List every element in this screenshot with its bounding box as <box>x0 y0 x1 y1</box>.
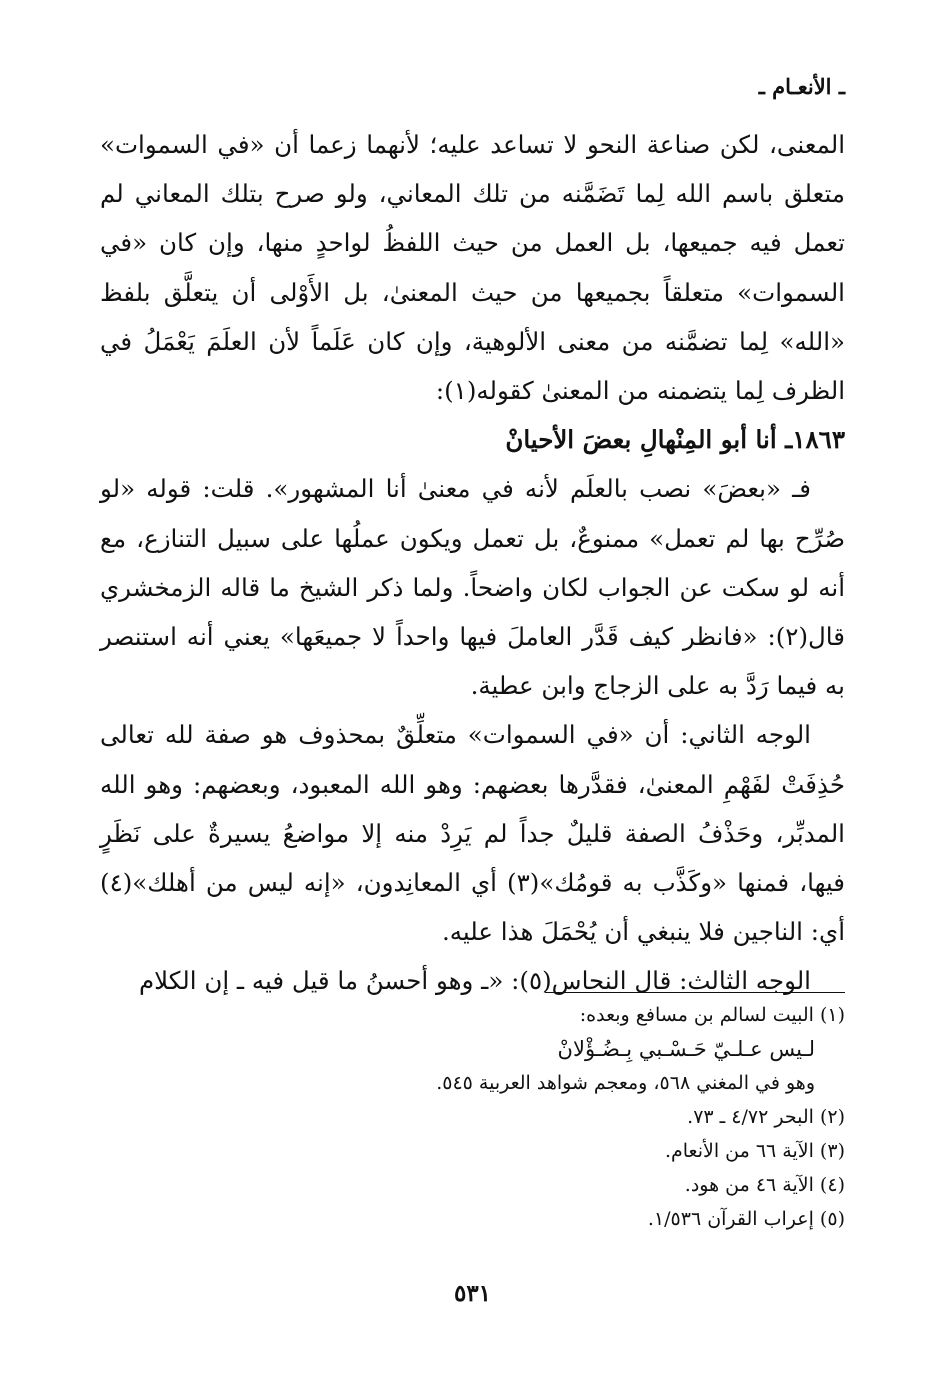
footnote-2: (٢) البحر ٤/٧٢ ـ ٧٣. <box>687 1106 845 1128</box>
main-text <box>100 120 845 1006</box>
paragraph: المعنى، لكن صناعة النحو لا تساعد عليه؛ لأنهما زعما أن «في السموات» متعلق باسم الله لِما تَضَمَّنه من تلك المعاني، ولو صرح بتلك المعاني لم تعمل فيه جميعها، بل العمل من حيث اللفظُ لواحدٍ منها، وإن كان «في السموات» متعلقاً بجميعها من حيث المعنىٰ، بل الأَوْلى أن يتعلَّق بلفظ «الله» لِما تضمَّنه من معنى الألوهية، وإن كان عَلَماً لأن العلَمَ يَعْمَلُ في الظرف لِما يتضمنه من المعنىٰ كقوله(١): <box>100 130 845 406</box>
verse-line: ١٨٦٣ـ أنا أبو المِنْهالِ بعضَ الأحيانْ <box>505 425 845 455</box>
footnote-1: (١) البيت لسالم بن مسافع وبعده: <box>579 1004 845 1026</box>
footnote-5: (٥) إعراب القرآن ١/٥٣٦. <box>647 1208 845 1230</box>
footnote-1-verse: لـيس عـلـيّ حَـسْـبي بِـضُـؤْلانْ <box>557 1037 815 1061</box>
page-number: ٥٣١ <box>453 1280 492 1307</box>
footnote-4: (٤) الآية ٤٦ من هود. <box>684 1174 845 1196</box>
footnote-3: (٣) الآية ٦٦ من الأنعام. <box>664 1140 845 1162</box>
footnote-divider <box>545 992 845 993</box>
footnote-1-continuation: وهو في المغني ٥٦٨، ومعجم شواهد العربية ٥٤٥. <box>436 1072 815 1094</box>
paragraph: الوجه الثاني: أن «في السموات» متعلِّقٌ بمحذوف هو صفة لله تعالى حُذِفَتْ لفَهْمِ المعنىٰ، فقدَّرها بعضهم: وهو الله المعبود، وبعضهم: وهو الله المدبِّر، وحَذْفُ الصفة قليلٌ جداً لم يَرِدْ منه إلا مواضعُ يسيرةٌ على نَظَرٍ فيها، فمنها «وكَذَّب به قومُك»(٣) أي المعانِدون، «إنه ليس من أهلك»(٤) أي: الناجين فلا ينبغي أن يُحْمَلَ هذا عليه. <box>100 720 845 947</box>
paragraph: فـ «بعضَ» نصب بالعلَم لأنه في معنىٰ أنا المشهور». قلت: قوله «لو صُرِّح بها لم تعمل» ممنوعٌ، بل تعمل ويكون عملُها على سبيل التنازع، مع أنه لو سكت عن الجواب لكان واضحاً. ولما ذكر الشيخ ما قاله الزمخشري قال(٢): «فانظر كيف قَدَّر العاملَ فيها واحداً لا جميعَها» يعني أنه استنصر به فيما رَدَّ به على الزجاج وابن عطية. <box>100 474 845 701</box>
footnotes <box>145 998 845 1236</box>
paragraph: الوجه الثالث: قال النحاس(٥): «ـ وهو أحسنُ ما قيل فيه ـ إن الكلام <box>138 966 811 996</box>
running-head: ـ الأنعـام ـ <box>758 74 845 99</box>
